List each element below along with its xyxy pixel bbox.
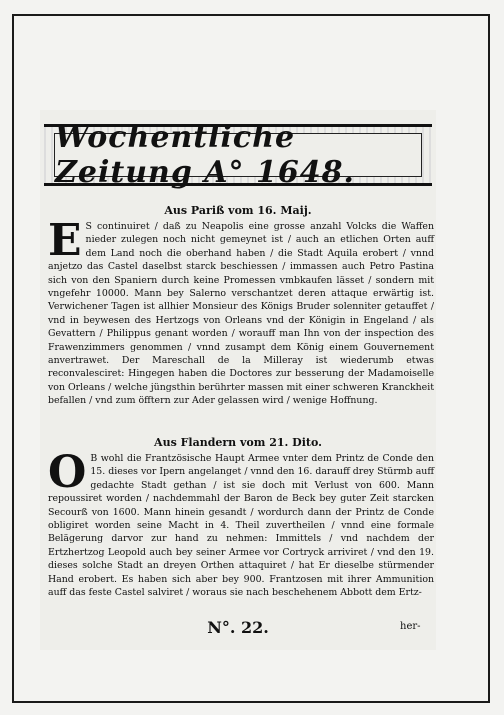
article-paris-text: S continuiret / daß zu Neapolis eine grosse anzahl Volcks die Waffen nieder zulegen noch nicht gemeynet ist / auch an etlichen Orten auff dem Land noch die oberhand haben / die Stadt Aquila erobert / vnnd anjetzo das Castel daselbst starck beschiessen / immassen auch Petro Pastina sich von den Spaniern durch keine Promessen vmbkaufen lässet / sondern mit vngefehr 10000. Mann bey Salerno verschantzet deren attaque erwärtig ist. Verwichener Tagen ist allhier Monsieur des Königs Bruder solenniter getauffet / vnd in beywesen des Hertzogs von Orleans vnd der Königin in Engeland / als Gevattern / Philippus genant worden / worauff man Ihn von der inspection des Frawenzimmers genommen / vnnd zusampt dem König einem Gouvernement anvertrawet. Der Mareschall de la Milleray ist wiederumb etwas reconvalesciret: Hingegen haben die Doctores zur besserung der Madamoiselle von Orleans / welche jüngsthin berührter massen mit einer schweren Kranckheit befallen / vnd zum öfftern zur Ader gelassen wird / wenige Hoffnung. (48, 221, 434, 407)
article-flandern (48, 447, 434, 599)
article-flandern-text: B wohl die Frantzösische Haupt Armee vnter dem Printz de Conde den 15. dieses vor Ipern angelanget / vnnd den 16. darauff drey Stürmb auff gedachte Stadt gethan / ist sie doch mit Verlust von 600. Mann repoussiret worden / nachdemmahl der Baron de Beck bey guter Zeit starcken Secourß von 1600. Mann hinein gesandt / wordurch dann der Printz de Conde obligiret worden seine Macht in 4. Theil zuvertheilen / vnnd eine formale Belägerung darvor zur hand zu nehmen: Immittels / vnd nachdem der Ertzhertzog Leopold auch bey seiner Armee vor Cortryck arriviret / vnd den 19. dieses solche Stadt an dreyen Orthen attaquiret / hat Er dieselbe stürmender Hand erobert. Es haben sich aber bey 900. Frantzosen mit ihrer Ammunition auff das feste Castel salviret / woraus sie nach beschehenem Abbott dem Ertz- (48, 453, 434, 599)
masthead (44, 120, 432, 190)
catchword: her- (400, 621, 421, 632)
dateline-flandern: Aus Flandern vom 21. Dito. (154, 436, 322, 449)
dateline-paris: Aus Pariß vom 16. Maij. (164, 204, 312, 217)
masthead-title: Wochentliche Zeitung A° 1648. (55, 120, 355, 190)
drop-cap: E (48, 215, 82, 266)
page-number: N°. 22. (207, 618, 269, 637)
drop-cap: O (48, 447, 87, 498)
article-paris (48, 215, 434, 408)
masthead-panel (54, 120, 422, 190)
